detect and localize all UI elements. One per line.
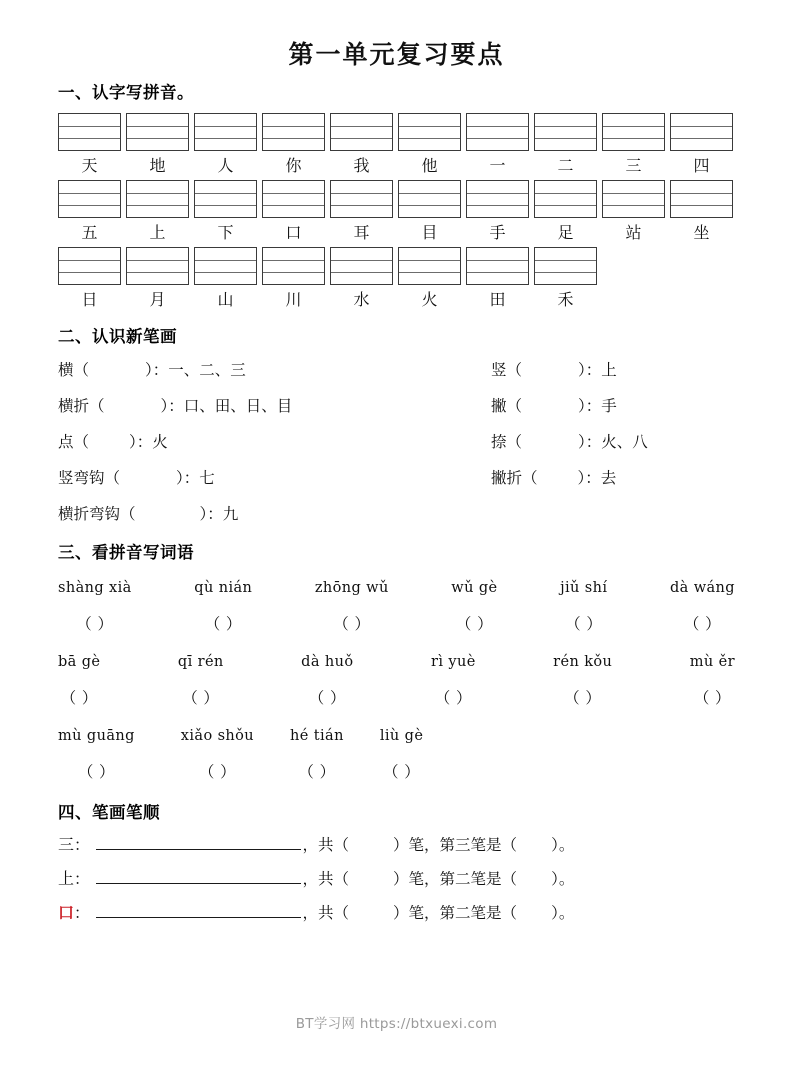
grid-character: 三 [625,156,642,175]
pinyin-write-box[interactable] [534,247,597,285]
stroke-name: 竖弯钩（ [58,469,121,487]
pinyin-word-block [58,570,735,790]
pinyin-grid-cell[interactable] [670,180,733,247]
pinyin-guide-line [331,272,392,273]
pinyin-write-box[interactable] [194,247,257,285]
pinyin-guide-line [603,138,664,139]
pinyin-word-item[interactable] [553,644,612,716]
pinyin-word-item[interactable] [431,644,476,716]
stroke-entry[interactable] [473,388,735,424]
pinyin-guide-line [603,126,664,127]
stroke-order-nth-label: ）笔，第二笔是（ [393,904,518,922]
pinyin-guide-line [399,126,460,127]
pinyin-label: rén kǒu [553,654,613,670]
pinyin-word-item[interactable] [58,718,135,790]
pinyin-guide-line [399,260,460,261]
grid-character: 手 [489,223,506,242]
pinyin-grid-cell[interactable] [262,247,325,314]
pinyin-guide-line [535,126,596,127]
pinyin-grid-cell[interactable] [58,247,121,314]
pinyin-write-box[interactable] [262,247,325,285]
stroke-name: 横（ [58,361,90,379]
pinyin-write-box[interactable] [602,113,665,151]
pinyin-guide-line [399,205,460,206]
pinyin-guide-line [467,205,528,206]
grid-character: 耳 [353,223,370,242]
pinyin-guide-line [671,205,732,206]
pinyin-grid-cell[interactable] [126,180,189,247]
pinyin-grid-cell[interactable] [534,180,597,247]
pinyin-grid-cell[interactable] [330,113,393,180]
pinyin-guide-line [59,193,120,194]
word-answer-blank[interactable]: （ ） [565,615,603,633]
pinyin-grid-cell[interactable] [262,180,325,247]
stroke-name: 点（ [58,433,90,451]
pinyin-grid-cell[interactable] [602,180,665,247]
pinyin-write-box[interactable] [330,113,393,151]
stroke-row [58,424,735,460]
pinyin-grid-row-1 [58,113,735,180]
pinyin-write-box[interactable] [670,113,733,151]
pinyin-grid-cell[interactable] [670,113,733,180]
pinyin-grid-cell[interactable] [398,113,461,180]
word-answer-blank[interactable]: （ ） [308,689,346,707]
stroke-order-end: ）。 [551,836,575,854]
stroke-examples: 去 [600,469,617,487]
stroke-order-write-line[interactable] [96,901,301,918]
pinyin-guide-line [195,272,256,273]
word-answer-blank[interactable]: （ ） [564,689,602,707]
pinyin-grid-cell[interactable] [534,247,597,314]
word-answer-blank[interactable]: （ ） [76,615,114,633]
stroke-close-paren: ）： [145,361,169,379]
stroke-name: 竖（ [491,361,523,379]
pinyin-guide-line [467,126,528,127]
pinyin-grid-cell[interactable] [58,113,121,180]
stroke-examples: 九 [222,505,239,523]
stroke-entry[interactable] [473,424,735,460]
section-4-heading: 四、笔画笔顺 [58,803,160,822]
stroke-examples: 口、田、日、目 [183,397,293,415]
pinyin-word-item[interactable] [451,570,497,642]
grid-character: 目 [421,223,438,242]
pinyin-word-item[interactable] [58,644,100,716]
grid-character: 四 [693,156,710,175]
section-1-heading: 一、认字写拼音。 [58,83,194,102]
pinyin-write-box[interactable] [194,180,257,218]
grid-character: 水 [353,290,370,309]
pinyin-word-row-2 [58,644,735,716]
pinyin-word-row-3 [58,718,735,790]
stroke-close-paren: ）： [578,397,602,415]
stroke-close-paren: ）： [578,361,602,379]
pinyin-guide-line [127,260,188,261]
word-answer-blank[interactable]: （ ） [298,763,336,781]
pinyin-write-box[interactable] [330,180,393,218]
pinyin-guide-line [603,205,664,206]
pinyin-word-item[interactable] [181,718,254,790]
stroke-row [58,352,735,388]
stroke-row [58,388,735,424]
word-answer-blank[interactable]: （ ） [60,689,98,707]
pinyin-word-item[interactable] [315,570,389,642]
pinyin-write-box[interactable] [534,113,597,151]
pinyin-guide-line [331,126,392,127]
pinyin-grid-cell[interactable] [466,113,529,180]
grid-character: 人 [217,156,234,175]
pinyin-grid-cell[interactable] [534,113,597,180]
pinyin-guide-line [603,193,664,194]
pinyin-write-box[interactable] [58,113,121,151]
pinyin-guide-line [59,272,120,273]
grid-character: 你 [285,156,302,175]
grid-character: 天 [81,156,98,175]
stroke-order-block [58,828,735,930]
stroke-row [58,496,735,532]
pinyin-guide-line [195,126,256,127]
pinyin-guide-line [671,138,732,139]
grid-character: 五 [81,223,98,242]
word-answer-blank[interactable]: （ ） [455,615,493,633]
stroke-order-count-label: ，共（ [302,836,350,854]
pinyin-guide-line [59,138,120,139]
pinyin-word-item[interactable] [690,644,735,716]
pinyin-grid-cell[interactable] [194,247,257,314]
stroke-list-block [58,352,735,532]
pinyin-guide-line [331,138,392,139]
pinyin-guide-line [195,193,256,194]
pinyin-write-box[interactable] [534,180,597,218]
pinyin-word-item[interactable] [58,570,132,642]
stroke-close-paren: ）： [176,469,200,487]
pinyin-write-box[interactable] [602,180,665,218]
stroke-name: 横折弯钩（ [58,505,136,523]
pinyin-label: qī rén [177,654,224,670]
pinyin-guide-line [535,138,596,139]
pinyin-guide-line [127,138,188,139]
word-answer-blank[interactable]: （ ） [693,689,731,707]
pinyin-write-box[interactable] [466,247,529,285]
page-title: 第一单元复习要点 [288,40,505,69]
grid-character: 坐 [693,223,710,242]
pinyin-guide-line [399,193,460,194]
pinyin-grid-cell[interactable] [330,180,393,247]
stroke-order-end: ）。 [551,904,575,922]
stroke-examples: 手 [601,397,617,415]
stroke-close-paren: ）： [160,397,184,415]
grid-character: 下 [217,223,234,242]
pinyin-guide-line [467,138,528,139]
pinyin-grid-cell[interactable] [398,247,461,314]
stroke-row [58,460,735,496]
stroke-name: 撇（ [491,397,523,415]
pinyin-grid-cell[interactable] [194,113,257,180]
pinyin-guide-line [263,138,324,139]
stroke-name: 撇折（ [491,469,538,487]
pinyin-guide-line [127,193,188,194]
pinyin-guide-line [263,205,324,206]
grid-character: 我 [353,156,370,175]
pinyin-label: liù gè [379,728,424,744]
grid-character: 日 [81,290,98,309]
stroke-order-write-line[interactable] [96,867,301,884]
pinyin-grid-cell[interactable] [466,247,529,314]
pinyin-guide-line [671,193,732,194]
pinyin-grid-cell[interactable] [194,180,257,247]
stroke-close-paren: ）： [129,433,153,451]
grid-character: 田 [489,290,506,309]
stroke-order-row [58,862,735,896]
stroke-order-write-line[interactable] [96,833,301,850]
pinyin-label: zhōng wǔ [314,580,389,596]
grid-character: 火 [421,290,438,309]
grid-character: 一 [489,156,506,175]
stroke-close-paren: ）： [199,505,223,523]
pinyin-word-item[interactable] [178,644,224,716]
pinyin-guide-line [263,260,324,261]
grid-character: 川 [285,290,302,309]
stroke-entry[interactable] [58,424,473,460]
grid-character: 月 [149,290,166,309]
word-answer-blank[interactable]: （ ） [182,689,220,707]
pinyin-word-item[interactable] [380,718,424,790]
section-3-heading: 三、看拼音写词语 [58,543,194,562]
pinyin-grid-cell[interactable] [262,113,325,180]
stroke-order-count-label: ，共（ [302,870,350,888]
grid-character: 上 [149,223,166,242]
pinyin-label: dà huǒ [301,654,354,670]
pinyin-write-box[interactable] [398,180,461,218]
stroke-order-nth-label: ）笔，第二笔是（ [393,870,518,888]
pinyin-grid-cell[interactable] [602,113,665,180]
pinyin-guide-line [195,205,256,206]
pinyin-guide-line [535,260,596,261]
stroke-order-colon: ： [74,870,90,888]
pinyin-grid-row-2 [58,180,735,247]
pinyin-write-box[interactable] [126,247,189,285]
pinyin-word-item[interactable] [560,570,607,642]
pinyin-grid-cell[interactable] [126,113,189,180]
pinyin-grid-cell[interactable] [398,180,461,247]
pinyin-guide-line [59,126,120,127]
pinyin-write-box[interactable] [262,113,325,151]
stroke-order-character: 上 [58,869,75,888]
stroke-examples: 七 [199,469,215,487]
stroke-order-nth-label: ）笔，第三笔是（ [393,836,518,854]
stroke-examples: 上 [601,361,617,379]
pinyin-write-box[interactable] [126,113,189,151]
stroke-order-character: 口 [58,903,75,922]
stroke-order-row [58,828,735,862]
stroke-entry[interactable] [58,460,473,496]
word-answer-blank[interactable]: （ ） [683,615,722,633]
pinyin-write-box[interactable] [262,180,325,218]
pinyin-word-row-1 [58,570,735,642]
stroke-entry[interactable] [473,460,735,496]
grid-character: 禾 [557,290,574,309]
pinyin-write-box[interactable] [58,180,121,218]
watermark: BT学习网 https://btxuexi.com [295,1016,498,1032]
pinyin-grid-row-3 [58,247,735,314]
word-answer-blank[interactable]: （ ） [434,689,472,707]
pinyin-grid-cell[interactable] [330,247,393,314]
pinyin-write-box[interactable] [398,113,461,151]
pinyin-guide-line [399,272,460,273]
pinyin-label: jiǔ shí [560,580,608,596]
pinyin-guide-line [535,193,596,194]
pinyin-label: dà wáng [669,580,735,596]
stroke-examples: 火 [152,433,168,451]
stroke-entry[interactable] [58,496,473,532]
pinyin-label: shàng xià [58,580,132,596]
word-answer-blank[interactable]: （ ） [204,615,242,633]
pinyin-label: wǔ gè [451,580,498,596]
word-answer-blank[interactable]: （ ） [333,615,371,633]
stroke-order-count-label: ，共（ [302,904,350,922]
grid-character: 地 [149,156,166,175]
pinyin-word-item[interactable] [301,644,353,716]
pinyin-guide-line [59,205,120,206]
pinyin-guide-line [263,272,324,273]
stroke-name: 横折（ [58,397,105,415]
pinyin-guide-line [535,272,596,273]
pinyin-guide-line [127,272,188,273]
grid-character: 口 [285,223,302,242]
word-answer-blank[interactable]: （ ） [198,763,236,781]
stroke-entry[interactable] [473,352,735,388]
pinyin-guide-line [127,126,188,127]
pinyin-label: hé tián [290,728,344,744]
pinyin-guide-line [263,126,324,127]
grid-character: 山 [217,290,234,309]
pinyin-guide-line [59,260,120,261]
pinyin-write-box[interactable] [670,180,733,218]
stroke-close-paren: ）： [577,469,601,487]
word-answer-blank[interactable]: （ ） [77,763,115,781]
pinyin-guide-line [195,260,256,261]
pinyin-grid-cell[interactable] [126,247,189,314]
pinyin-write-box[interactable] [398,247,461,285]
stroke-entry[interactable] [58,388,473,424]
grid-character: 二 [557,156,574,175]
pinyin-guide-line [467,193,528,194]
pinyin-word-item[interactable] [194,570,252,642]
stroke-entry[interactable] [58,352,473,388]
pinyin-guide-line [195,138,256,139]
grid-character: 站 [625,223,642,242]
pinyin-grid-cell[interactable] [58,180,121,247]
pinyin-grid-cell[interactable] [466,180,529,247]
grid-character: 足 [557,223,574,242]
pinyin-label: rì yuè [430,654,476,670]
pinyin-word-item[interactable] [670,570,735,642]
stroke-order-colon: ： [74,904,90,922]
pinyin-label: mù guāng [58,728,135,744]
stroke-examples: 一、二、三 [168,361,246,379]
pinyin-guide-line [467,272,528,273]
pinyin-label: xiǎo shǒu [180,728,255,744]
pinyin-guide-line [127,205,188,206]
stroke-name: 捺（ [491,433,523,451]
pinyin-guide-line [399,138,460,139]
stroke-order-character: 三 [58,835,75,854]
pinyin-guide-line [331,205,392,206]
pinyin-write-box[interactable] [126,180,189,218]
section-2-heading: 二、认识新笔画 [58,327,177,346]
pinyin-label: bā gè [58,654,101,670]
pinyin-write-box[interactable] [466,180,529,218]
pinyin-label: qù nián [194,580,253,596]
word-answer-blank[interactable]: （ ） [383,763,421,781]
stroke-examples: 火、八 [601,433,648,451]
pinyin-grid-block [58,113,735,314]
pinyin-label: mù ěr [689,654,735,670]
pinyin-write-box[interactable] [330,247,393,285]
pinyin-guide-line [467,260,528,261]
pinyin-write-box[interactable] [466,113,529,151]
pinyin-guide-line [535,205,596,206]
stroke-order-colon: ： [74,836,90,854]
stroke-order-end: ）。 [551,870,575,888]
pinyin-write-box[interactable] [58,247,121,285]
grid-character: 他 [421,156,438,175]
pinyin-guide-line [331,260,392,261]
pinyin-write-box[interactable] [194,113,257,151]
pinyin-word-item[interactable] [290,718,344,790]
stroke-order-row [58,896,735,930]
stroke-close-paren: ）： [578,433,602,451]
pinyin-guide-line [671,126,732,127]
pinyin-guide-line [263,193,324,194]
pinyin-guide-line [331,193,392,194]
